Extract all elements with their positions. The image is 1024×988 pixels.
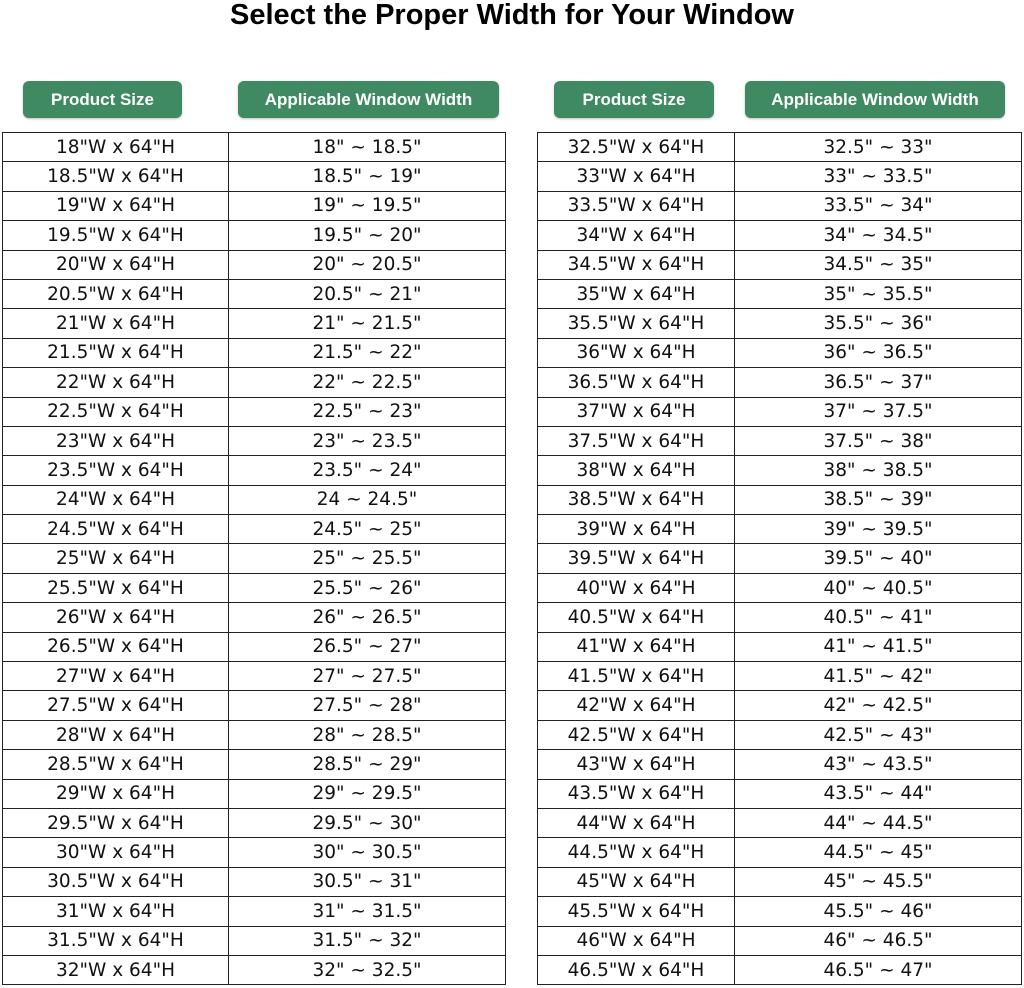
window-width-cell: 27" ~ 27.5" xyxy=(229,662,506,691)
page-title: Select the Proper Width for Your Window xyxy=(230,0,794,31)
product-size-cell: 45.5"W x 64"H xyxy=(538,897,735,926)
window-width-cell: 30.5" ~ 31" xyxy=(229,867,506,896)
product-size-cell: 30"W x 64"H xyxy=(3,838,229,867)
table-row xyxy=(538,397,1022,426)
product-size-cell: 34"W x 64"H xyxy=(538,221,735,250)
window-width-cell: 36.5" ~ 37" xyxy=(735,368,1022,397)
product-size-cell: 40"W x 64"H xyxy=(538,573,735,602)
product-size-cell: 44.5"W x 64"H xyxy=(538,838,735,867)
table-row xyxy=(538,867,1022,896)
header-product-size-right: Product Size xyxy=(554,81,714,118)
product-size-cell: 33.5"W x 64"H xyxy=(538,191,735,220)
table-row xyxy=(538,926,1022,955)
window-width-cell: 38" ~ 38.5" xyxy=(735,456,1022,485)
table-row xyxy=(538,456,1022,485)
window-width-cell: 44.5" ~ 45" xyxy=(735,838,1022,867)
table-row xyxy=(538,632,1022,661)
window-width-cell: 18" ~ 18.5" xyxy=(229,133,506,162)
product-size-cell: 42.5"W x 64"H xyxy=(538,720,735,749)
product-size-cell: 25.5"W x 64"H xyxy=(3,573,229,602)
header-window-width-left: Applicable Window Width xyxy=(238,81,499,118)
table-row xyxy=(538,691,1022,720)
table-row xyxy=(3,955,506,984)
product-size-cell: 30.5"W x 64"H xyxy=(3,867,229,896)
window-width-cell: 45" ~ 45.5" xyxy=(735,867,1022,896)
window-width-cell: 26.5" ~ 27" xyxy=(229,632,506,661)
product-size-cell: 29"W x 64"H xyxy=(3,779,229,808)
table-row xyxy=(3,897,506,926)
product-size-cell: 20.5"W x 64"H xyxy=(3,279,229,308)
product-size-cell: 29.5"W x 64"H xyxy=(3,808,229,837)
product-size-cell: 34.5"W x 64"H xyxy=(538,250,735,279)
table-row xyxy=(3,632,506,661)
table-row xyxy=(3,162,506,191)
product-size-cell: 18.5"W x 64"H xyxy=(3,162,229,191)
table-row xyxy=(538,191,1022,220)
table-row xyxy=(538,955,1022,984)
window-width-cell: 36" ~ 36.5" xyxy=(735,338,1022,367)
table-row xyxy=(538,838,1022,867)
table-row xyxy=(3,397,506,426)
window-width-cell: 29" ~ 29.5" xyxy=(229,779,506,808)
product-size-cell: 24.5"W x 64"H xyxy=(3,515,229,544)
product-size-cell: 39"W x 64"H xyxy=(538,515,735,544)
window-width-cell: 22.5" ~ 23" xyxy=(229,397,506,426)
window-width-cell: 32" ~ 32.5" xyxy=(229,955,506,984)
table-row xyxy=(3,133,506,162)
product-size-cell: 21.5"W x 64"H xyxy=(3,338,229,367)
size-table-right xyxy=(537,132,1022,985)
window-width-cell: 28.5" ~ 29" xyxy=(229,750,506,779)
product-size-cell: 20"W x 64"H xyxy=(3,250,229,279)
product-size-cell: 36.5"W x 64"H xyxy=(538,368,735,397)
table-row xyxy=(538,603,1022,632)
product-size-cell: 26.5"W x 64"H xyxy=(3,632,229,661)
product-size-cell: 44"W x 64"H xyxy=(538,808,735,837)
product-size-cell: 18"W x 64"H xyxy=(3,133,229,162)
window-width-cell: 19" ~ 19.5" xyxy=(229,191,506,220)
table-row xyxy=(538,279,1022,308)
table-row xyxy=(538,544,1022,573)
table-row xyxy=(538,221,1022,250)
table-row xyxy=(3,662,506,691)
table-row xyxy=(3,573,506,602)
table-row xyxy=(538,515,1022,544)
window-width-cell: 20.5" ~ 21" xyxy=(229,279,506,308)
product-size-cell: 35"W x 64"H xyxy=(538,279,735,308)
window-width-cell: 33" ~ 33.5" xyxy=(735,162,1022,191)
size-table-left xyxy=(2,132,506,985)
table-row xyxy=(3,309,506,338)
table-row xyxy=(538,897,1022,926)
table-row xyxy=(3,191,506,220)
product-size-cell: 46.5"W x 64"H xyxy=(538,955,735,984)
table-row xyxy=(538,573,1022,602)
product-size-cell: 38"W x 64"H xyxy=(538,456,735,485)
table-row xyxy=(3,456,506,485)
product-size-cell: 45"W x 64"H xyxy=(538,867,735,896)
product-size-cell: 22.5"W x 64"H xyxy=(3,397,229,426)
window-width-cell: 33.5" ~ 34" xyxy=(735,191,1022,220)
table-row xyxy=(3,426,506,455)
product-size-cell: 28"W x 64"H xyxy=(3,720,229,749)
window-width-cell: 38.5" ~ 39" xyxy=(735,485,1022,514)
product-size-cell: 38.5"W x 64"H xyxy=(538,485,735,514)
product-size-cell: 42"W x 64"H xyxy=(538,691,735,720)
table-row xyxy=(3,485,506,514)
product-size-cell: 31"W x 64"H xyxy=(3,897,229,926)
window-width-cell: 31.5" ~ 32" xyxy=(229,926,506,955)
window-width-cell: 29.5" ~ 30" xyxy=(229,808,506,837)
table-row xyxy=(538,133,1022,162)
product-size-cell: 27"W x 64"H xyxy=(3,662,229,691)
product-size-cell: 19"W x 64"H xyxy=(3,191,229,220)
window-width-cell: 44" ~ 44.5" xyxy=(735,808,1022,837)
window-width-cell: 42" ~ 42.5" xyxy=(735,691,1022,720)
window-width-cell: 26" ~ 26.5" xyxy=(229,603,506,632)
window-width-cell: 39.5" ~ 40" xyxy=(735,544,1022,573)
window-width-cell: 42.5" ~ 43" xyxy=(735,720,1022,749)
product-size-cell: 43.5"W x 64"H xyxy=(538,779,735,808)
product-size-cell: 23"W x 64"H xyxy=(3,426,229,455)
window-width-cell: 46" ~ 46.5" xyxy=(735,926,1022,955)
product-size-cell: 33"W x 64"H xyxy=(538,162,735,191)
table-row xyxy=(538,162,1022,191)
product-size-cell: 23.5"W x 64"H xyxy=(3,456,229,485)
table-row xyxy=(3,838,506,867)
table-row xyxy=(3,691,506,720)
product-size-cell: 32.5"W x 64"H xyxy=(538,133,735,162)
product-size-cell: 21"W x 64"H xyxy=(3,309,229,338)
window-width-cell: 43.5" ~ 44" xyxy=(735,779,1022,808)
table-row xyxy=(538,808,1022,837)
window-width-cell: 41.5" ~ 42" xyxy=(735,662,1022,691)
product-size-cell: 46"W x 64"H xyxy=(538,926,735,955)
product-size-cell: 32"W x 64"H xyxy=(3,955,229,984)
product-size-cell: 37"W x 64"H xyxy=(538,397,735,426)
table-row xyxy=(3,926,506,955)
table-row xyxy=(3,368,506,397)
window-width-cell: 46.5" ~ 47" xyxy=(735,955,1022,984)
window-width-cell: 35" ~ 35.5" xyxy=(735,279,1022,308)
table-row xyxy=(538,750,1022,779)
table-row xyxy=(538,662,1022,691)
table-row xyxy=(3,750,506,779)
product-size-cell: 25"W x 64"H xyxy=(3,544,229,573)
window-width-cell: 20" ~ 20.5" xyxy=(229,250,506,279)
table-row xyxy=(538,368,1022,397)
window-width-cell: 40" ~ 40.5" xyxy=(735,573,1022,602)
table-row xyxy=(3,603,506,632)
window-width-cell: 21" ~ 21.5" xyxy=(229,309,506,338)
window-width-cell: 21.5" ~ 22" xyxy=(229,338,506,367)
product-size-cell: 40.5"W x 64"H xyxy=(538,603,735,632)
product-size-cell: 28.5"W x 64"H xyxy=(3,750,229,779)
table-row xyxy=(3,515,506,544)
window-width-cell: 34" ~ 34.5" xyxy=(735,221,1022,250)
table-row xyxy=(3,250,506,279)
window-width-cell: 28" ~ 28.5" xyxy=(229,720,506,749)
product-size-cell: 19.5"W x 64"H xyxy=(3,221,229,250)
window-width-cell: 34.5" ~ 35" xyxy=(735,250,1022,279)
table-row xyxy=(3,720,506,749)
window-width-cell: 37" ~ 37.5" xyxy=(735,397,1022,426)
window-width-cell: 25.5" ~ 26" xyxy=(229,573,506,602)
window-width-cell: 31" ~ 31.5" xyxy=(229,897,506,926)
table-row xyxy=(538,485,1022,514)
window-width-cell: 23" ~ 23.5" xyxy=(229,426,506,455)
product-size-cell: 41"W x 64"H xyxy=(538,632,735,661)
window-width-cell: 35.5" ~ 36" xyxy=(735,309,1022,338)
product-size-cell: 22"W x 64"H xyxy=(3,368,229,397)
table-row xyxy=(3,338,506,367)
product-size-cell: 31.5"W x 64"H xyxy=(3,926,229,955)
product-size-cell: 39.5"W x 64"H xyxy=(538,544,735,573)
table-row xyxy=(3,221,506,250)
header-window-width-right: Applicable Window Width xyxy=(745,81,1005,118)
table-row xyxy=(538,338,1022,367)
product-size-cell: 43"W x 64"H xyxy=(538,750,735,779)
header-product-size-left: Product Size xyxy=(23,81,182,118)
window-width-cell: 24.5" ~ 25" xyxy=(229,515,506,544)
table-row xyxy=(3,779,506,808)
window-width-cell: 22" ~ 22.5" xyxy=(229,368,506,397)
table-row xyxy=(3,544,506,573)
table-row xyxy=(3,279,506,308)
table-row xyxy=(538,426,1022,455)
window-width-cell: 41" ~ 41.5" xyxy=(735,632,1022,661)
product-size-cell: 27.5"W x 64"H xyxy=(3,691,229,720)
window-width-cell: 32.5" ~ 33" xyxy=(735,133,1022,162)
window-width-cell: 37.5" ~ 38" xyxy=(735,426,1022,455)
window-width-cell: 30" ~ 30.5" xyxy=(229,838,506,867)
window-width-cell: 18.5" ~ 19" xyxy=(229,162,506,191)
product-size-cell: 37.5"W x 64"H xyxy=(538,426,735,455)
product-size-cell: 36"W x 64"H xyxy=(538,338,735,367)
window-width-cell: 40.5" ~ 41" xyxy=(735,603,1022,632)
window-width-cell: 25" ~ 25.5" xyxy=(229,544,506,573)
product-size-cell: 35.5"W x 64"H xyxy=(538,309,735,338)
table-row xyxy=(3,808,506,837)
window-width-cell: 43" ~ 43.5" xyxy=(735,750,1022,779)
table-row xyxy=(3,867,506,896)
window-width-cell: 24 ~ 24.5" xyxy=(229,485,506,514)
table-row xyxy=(538,720,1022,749)
window-width-cell: 39" ~ 39.5" xyxy=(735,515,1022,544)
product-size-cell: 24"W x 64"H xyxy=(3,485,229,514)
window-width-cell: 27.5" ~ 28" xyxy=(229,691,506,720)
window-width-cell: 23.5" ~ 24" xyxy=(229,456,506,485)
window-width-cell: 19.5" ~ 20" xyxy=(229,221,506,250)
product-size-cell: 26"W x 64"H xyxy=(3,603,229,632)
product-size-cell: 41.5"W x 64"H xyxy=(538,662,735,691)
table-row xyxy=(538,250,1022,279)
window-width-cell: 45.5" ~ 46" xyxy=(735,897,1022,926)
table-row xyxy=(538,309,1022,338)
table-row xyxy=(538,779,1022,808)
